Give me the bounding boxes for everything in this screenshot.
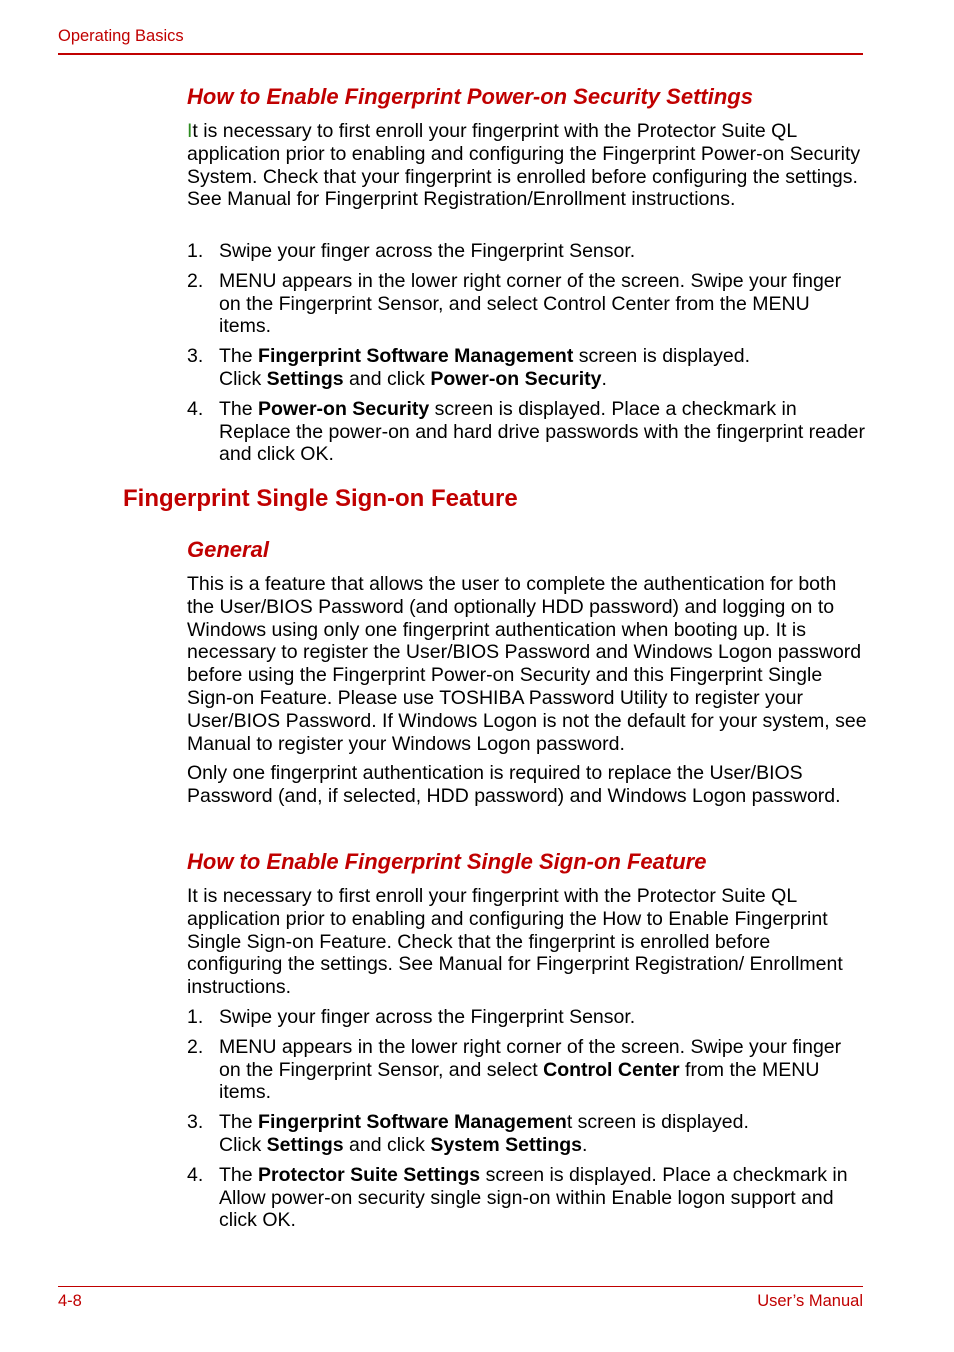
step-text: MENU appears in the lower right corner of the screen. Swipe your finger on the Fingerprint Sensor, and select: [219, 1035, 842, 1081]
power-on-intro: [187, 120, 867, 211]
header-divider: [58, 53, 863, 55]
step-bold-term: System Settings: [430, 1133, 583, 1156]
manual-title: User’s Manual: [757, 1292, 863, 1310]
step-bold-term: Fingerprint Software Management: [258, 345, 574, 368]
step-text: Swipe your finger across the Fingerprint Sensor.: [219, 240, 636, 262]
section-heading-power-on: How to Enable Fingerprint Power-on Security Settings: [187, 84, 753, 109]
enable-sso-steps: [187, 1006, 867, 1232]
step-number: 2.: [187, 1035, 204, 1058]
general-paragraph-1: This is a feature that allows the user to complete the authentication for both the User/BIOS Password (and optionally HDD password) and logging on to Windows using only one fingerprint authentication when booting up. It is necessary to register the User/BIOS Password and Windows Logon password before using the Fingerprint Power-on Security and this Fingerprint Single Sign-on Feature. Please use TOSHIBA Password Utility to register your User/BIOS Password. If Windows Logon is not the default for your system, see Manual to register your Windows Logon password.: [187, 573, 867, 755]
step-text: .: [582, 1133, 588, 1156]
step-text: The: [219, 1163, 259, 1186]
step-bold-term: Power-on Security: [430, 367, 602, 390]
list-item: [187, 398, 867, 466]
step-text: and click: [343, 367, 431, 390]
step-number: 1.: [187, 1006, 204, 1028]
step-text: Swipe your finger across the Fingerprint Sensor.: [219, 1006, 636, 1028]
power-on-steps: [187, 240, 867, 466]
step-text: Click: [219, 367, 267, 390]
footer-divider: [58, 1286, 863, 1287]
page-number: 4-8: [58, 1292, 82, 1310]
step-bold-term: Settings: [266, 1133, 344, 1156]
section-heading-single-sign-on: Fingerprint Single Sign-on Feature: [123, 485, 518, 512]
step-number: 2.: [187, 269, 204, 292]
list-item: [187, 345, 867, 391]
step-text: MENU appears in the lower right corner of the screen. Swipe your finger on the Fingerprint Sensor, and select Control Center from the MENU items.: [219, 269, 842, 338]
running-header: Operating Basics: [58, 27, 184, 45]
step-text: from the MENU items.: [219, 1058, 820, 1104]
intro-initial: I: [187, 120, 193, 142]
subheading-general: General: [187, 537, 269, 562]
list-item: [187, 270, 867, 338]
list-item: [187, 240, 867, 263]
list-item: [187, 1006, 867, 1029]
step-text: t screen is displayed.: [566, 1111, 749, 1134]
enable-sso-intro: It is necessary to first enroll your fingerprint with the Protector Suite QL application prior to enabling and configuring the How to Enable Fingerprint Single Sign-on Feature. Check that the fingerprint is enrolled before configuring the settings. See Manual for Fingerprint Registration/ Enrollment instructions.: [187, 885, 843, 999]
step-bold-term: Fingerprint Software Managemen: [258, 1111, 567, 1134]
step-text: The: [219, 397, 259, 420]
step-number: 3.: [187, 345, 204, 368]
step-bold-term: Settings: [266, 367, 344, 390]
step-number: 1.: [187, 240, 204, 262]
section-heading-enable-sso: How to Enable Fingerprint Single Sign-on Feature: [187, 849, 707, 874]
step-text: screen is displayed.: [573, 345, 750, 368]
step-text: screen is displayed. Place a checkmark in Allow power-on security single sign-on within Enable logon support and click OK.: [219, 1163, 848, 1232]
step-number: 4.: [187, 1163, 204, 1186]
step-number: 4.: [187, 397, 204, 420]
general-paragraph-2: Only one fingerprint authentication is required to replace the User/BIOS Password (and, if selected, HDD password) and Windows Logon password.: [187, 762, 841, 807]
step-number: 3.: [187, 1111, 204, 1134]
step-bold-term: Control Center: [543, 1058, 680, 1081]
intro-text: t is necessary to first enroll your fingerprint with the Protector Suite QL application prior to enabling and configuring the Fingerprint Power-on Security System. Check that your fingerprint is enrolled before configuring the settings. See Manual for Fingerprint Registration/Enrollment instructions.: [187, 120, 861, 211]
step-text: The: [219, 1111, 259, 1134]
list-item: [187, 1111, 867, 1157]
list-item: [187, 1036, 867, 1104]
list-item: [187, 1164, 867, 1232]
step-text: The: [219, 345, 259, 368]
step-text: Click: [219, 1133, 267, 1156]
step-text: and click: [343, 1133, 431, 1156]
step-text: .: [601, 367, 607, 390]
step-bold-term: Power-on Security: [258, 397, 430, 420]
step-text: screen is displayed. Place a checkmark in Replace the power-on and hard drive passwords with the fingerprint reader and click OK.: [219, 397, 866, 466]
step-bold-term: Protector Suite Settings: [258, 1163, 481, 1186]
